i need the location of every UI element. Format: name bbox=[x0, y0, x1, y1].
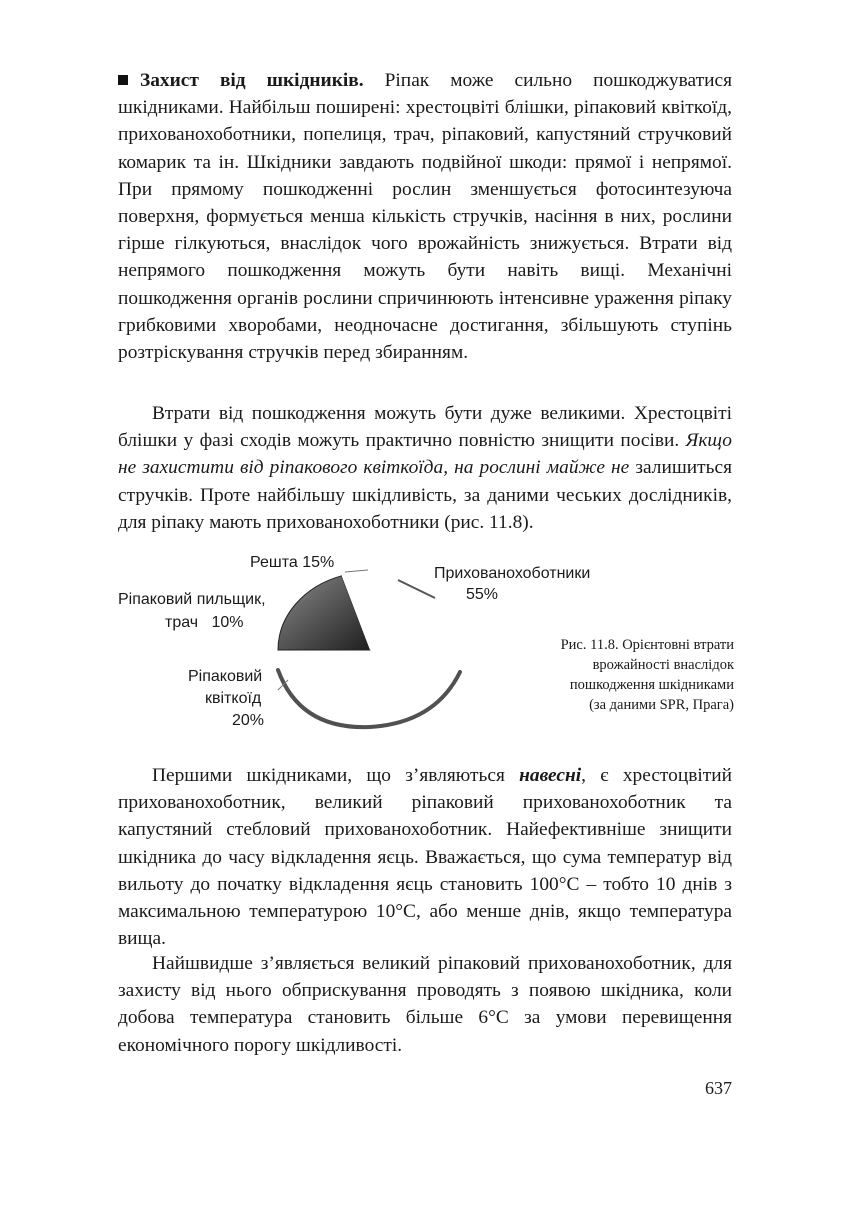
pie-label-sawfly: Ріпаковий пильщик, bbox=[118, 591, 266, 608]
square-bullet-icon bbox=[118, 75, 128, 85]
pie-label-rest-pct: 15% bbox=[302, 554, 335, 571]
pie-label-blossom: Ріпаковий bbox=[188, 668, 263, 685]
paragraph-text: Першими шкідниками, що з’являються bbox=[152, 765, 520, 786]
pie-label-rest bbox=[250, 553, 334, 573]
paragraph-spring-pests bbox=[118, 762, 732, 952]
pie-label-blossom-pct: 20% bbox=[232, 712, 265, 729]
page-number: 637 bbox=[705, 1078, 732, 1098]
caption-line: врожайності внаслідок bbox=[592, 657, 734, 673]
paragraph-weevil-spraying bbox=[118, 950, 732, 1059]
pie-label-rest-text: Решта bbox=[250, 554, 298, 571]
caption-line: Рис. 11.8. Орієнтовні втрати bbox=[560, 637, 734, 653]
section-body-text: Ріпак може сильно пошкоджуватися шкідниками. Найбільш поширені: хрестоцвіті блішки, ріпаковий квіткоїд, прихованохоботники, попелиця, трач, ріпаковий, капустяний стручковий комарик та ін. Шкідники завдають подвійної шкоди: прямої і непрямої. При прямому пошкодженні рослин зменшується фотосинтезуюча поверхня, формується менша кількість стручків, насіння в них, рослини гірше гілкуються, внаслідок чого врожайність знижується. Втрати від непрямого пошкодження можуть бути навіть вищі. Механічні пошкодження органів рослини спричинюють інтенсивне ураження ріпаку грибковими хворобами, неодночасне достигання, збільшують ступінь розтріскування стручків перед збиранням. bbox=[118, 70, 732, 364]
paragraph-losses bbox=[118, 400, 732, 536]
paragraph-emphasis: навесні bbox=[519, 765, 582, 786]
pie-label-sawfly-text: трач bbox=[165, 614, 199, 631]
pie-label-blossom-line2: квіткоїд bbox=[205, 690, 262, 707]
section-heading: Захист від шкідників. bbox=[140, 70, 364, 91]
caption-line: (за даними SPR, Прага) bbox=[589, 697, 734, 713]
paragraph-text: залишиться стручків. Проте найбільшу шкідливість, за даними чеських дослідників, для ріпаку мають прихованохоботники (рис. 11.8). bbox=[118, 457, 732, 533]
paragraph-text: Найшвидше з’являється великий ріпаковий прихованохоботник, для захисту від нього обприскування проводять з появою шкідника, коли добова температура становить більше 6°С за умови перевищення економічного порогу шкідливості. bbox=[118, 953, 732, 1056]
caption-line: пошкодження шкідниками bbox=[569, 677, 734, 693]
pie-label-sawfly-line2 bbox=[165, 613, 243, 633]
paragraph-text: Втрати від пошкодження можуть бути дуже великими. Хрестоцвіті блішки у фазі сходів можуть практично повністю знищити посіви. bbox=[118, 403, 732, 452]
pie-label-weevils-pct: 55% bbox=[466, 586, 499, 603]
paragraph-italic-text: Якщо не захистити від ріпакового квіткоїда, на рослині майже не bbox=[118, 430, 732, 479]
figure-caption bbox=[528, 635, 734, 715]
leader-line-rest bbox=[345, 570, 368, 572]
figure-11-8 bbox=[100, 540, 750, 750]
pie-label-sawfly-pct: 10% bbox=[211, 614, 244, 631]
paragraph-text: , є хрестоцвітий прихованохоботник, великий ріпаковий прихованохоботник та капустяний стебловий прихованохоботник. Найефективніше знищити шкідника до часу відкладення яєць. Вважається, що сума температур від вильоту до початку відкладення яєць становить 100°С – тобто 10 днів з максимальною температурою 10°С, або менше днів, якщо температура вища. bbox=[118, 765, 732, 950]
pie-label-weevils: Прихованохоботники bbox=[434, 565, 591, 582]
section-pest-protection bbox=[118, 67, 732, 366]
